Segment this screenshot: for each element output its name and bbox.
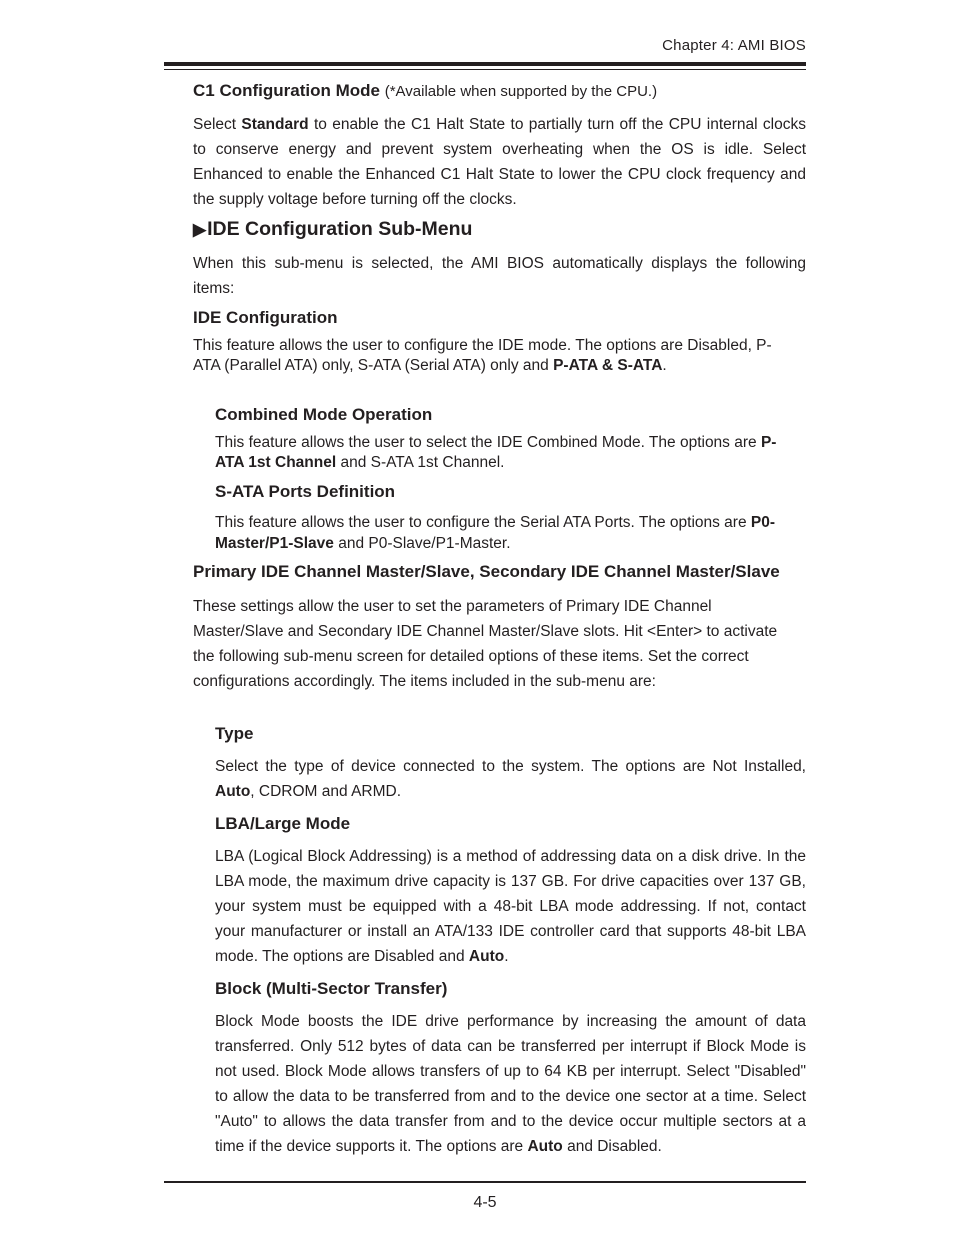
lba-description	[215, 844, 806, 969]
sata-text-2: and P0-Slave/P1-Master.	[333, 535, 511, 552]
combined-mode-description	[215, 433, 806, 473]
ide-channels-description: These settings allow the user to set the parameters of Primary IDE Channel Master/Slave and Secondary IDE Channel Master/Slave slots. Hit <Enter> to activate the following sub-menu screen for detailed options of these items. Set the correct configurations accordingly. The items included in the sub-menu are:	[193, 598, 778, 690]
block-mode-description	[215, 1009, 806, 1159]
type-text-2: , CDROM and ARMD.	[250, 783, 402, 800]
type-description	[215, 754, 806, 804]
c1-text-1: Select	[193, 116, 242, 133]
section-lba-mode	[215, 813, 806, 969]
section-type	[215, 723, 806, 804]
ide-config-text-1: This feature allows the user to configure the IDE mode. The options are Disabled, P-ATA (Parallel ATA) only, S-ATA (Serial ATA) only and	[193, 337, 772, 374]
header-rule-thin	[164, 69, 806, 70]
sata-ports-description	[215, 512, 806, 554]
ide-config-text-2: .	[662, 357, 667, 374]
type-title: Type	[215, 724, 254, 743]
c1-text-2: to enable the C1 Halt State to partially turn off the CPU internal clocks to conserve energy and prevent system overheating when the OS is idle. Select Enhanced to enable the Enhanced C1 Halt State to lower the CPU clock frequency and the supply voltage before turning off the clocks.	[193, 116, 806, 208]
type-text-1: Select the type of device connected to the system. The options are Not Installed,	[215, 758, 806, 775]
combined-default-option: P-ATA 1st Channel	[215, 434, 777, 471]
footer-rule	[164, 1181, 806, 1183]
lba-title: LBA/Large Mode	[215, 814, 351, 833]
section-ide-channels	[193, 561, 806, 694]
running-header: Chapter 4: AMI BIOS	[662, 37, 806, 54]
c1-heading	[193, 80, 806, 102]
section-sata-ports	[215, 481, 806, 554]
page-number: 4-5	[473, 1194, 497, 1211]
c1-availability-note: (*Available when supported by the CPU.)	[384, 83, 658, 100]
sata-ports-title: S-ATA Ports Definition	[215, 482, 396, 501]
combined-mode-title: Combined Mode Operation	[215, 405, 433, 424]
section-c1-configuration	[193, 80, 806, 212]
combined-text-1: This feature allows the user to select the IDE Combined Mode. The options are	[215, 434, 761, 451]
ide-channels-title: Primary IDE Channel Master/Slave, Secondary IDE Channel Master/Slave	[193, 562, 780, 581]
ide-config-title: IDE Configuration	[193, 308, 338, 327]
ide-config-default-option: P-ATA & S-ATA	[553, 357, 663, 374]
section-ide-configuration	[193, 307, 806, 376]
block-mode-title: Block (Multi-Sector Transfer)	[215, 979, 448, 998]
type-default-option: Auto	[215, 783, 251, 800]
lba-default-option: Auto	[468, 948, 505, 965]
section-ide-submenu	[193, 217, 806, 301]
ide-submenu-title: IDE Configuration Sub-Menu	[207, 218, 473, 240]
block-text-2: and Disabled.	[562, 1138, 662, 1155]
sata-text-1: This feature allows the user to configure the Serial ATA Ports. The options are	[215, 514, 751, 531]
ide-submenu-intro: When this sub-menu is selected, the AMI BIOS automatically displays the following items:	[193, 255, 806, 297]
ide-config-description	[193, 336, 806, 376]
header-rule-thick	[164, 62, 806, 66]
c1-default-option: Standard	[241, 116, 309, 133]
combined-text-2: and S-ATA 1st Channel.	[336, 454, 505, 471]
c1-title: C1 Configuration Mode	[193, 81, 380, 100]
ide-submenu-heading	[193, 217, 806, 242]
triangle-right-icon: ▶	[193, 220, 207, 239]
block-text-1: Block Mode boosts the IDE drive performance by increasing the amount of data transferred. Only 512 bytes of data can be transferred per interrupt if Block Mode is not used. Block Mode allows transfers of up to 64 KB per interrupt. Select "Disabled" to allow the data to be transferred from and to the device one sector at a time. Select "Auto" to allows the data transfer from and to the device occur multiple sectors at a time if the device supports it. The options are	[215, 1013, 806, 1155]
c1-description	[193, 112, 806, 212]
section-combined-mode	[215, 404, 806, 473]
sata-default-option: P0-Master/P1-Slave	[215, 514, 776, 552]
section-block-mode	[215, 978, 806, 1159]
lba-text-1: LBA (Logical Block Addressing) is a method of addressing data on a disk drive. In the LBA mode, the maximum drive capacity is 137 GB. For drive capacities over 137 GB, your system must be equipped with a 48-bit LBA mode addressing. If not, contact your manufacturer or install an ATA/133 IDE controller card that supports 48-bit LBA mode. The options are Disabled and	[215, 848, 806, 965]
block-default-option: Auto	[527, 1138, 563, 1155]
lba-text-2: .	[504, 948, 509, 965]
